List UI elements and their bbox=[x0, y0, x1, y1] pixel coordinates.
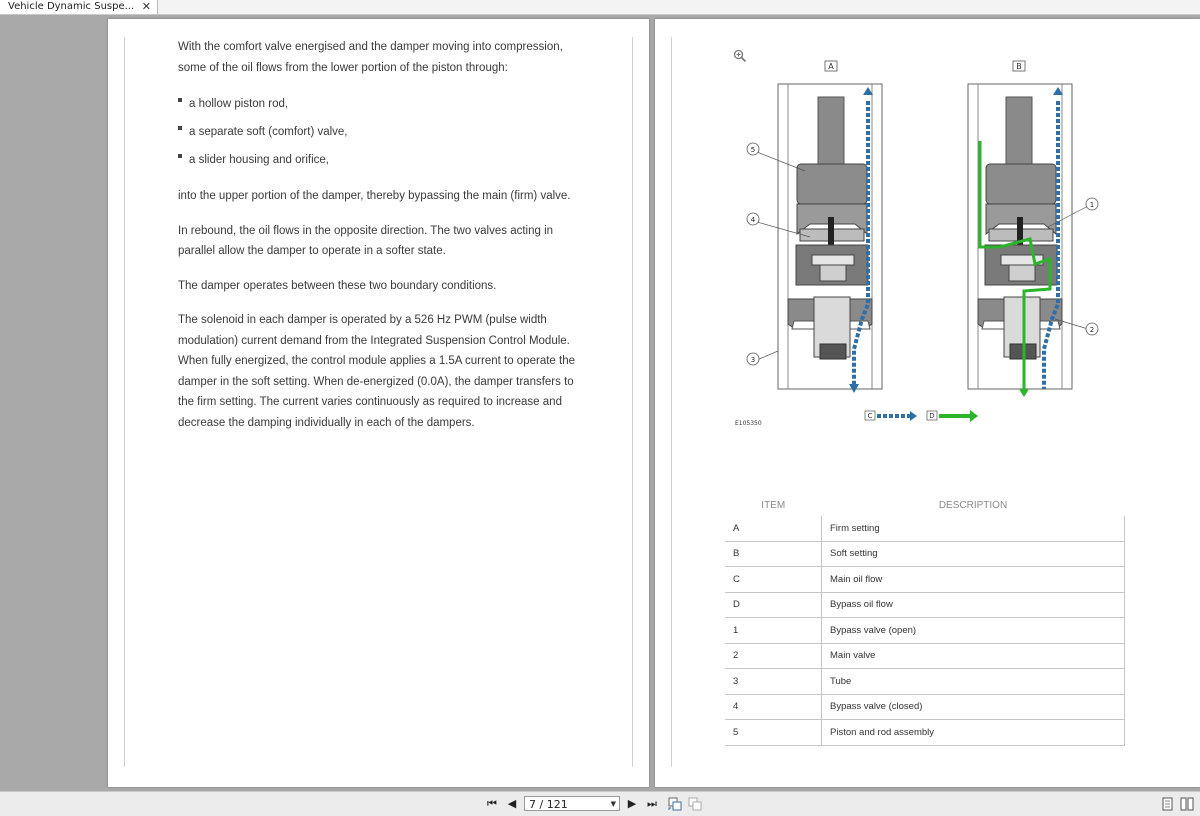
document-tab[interactable] bbox=[0, 0, 158, 14]
label-a: A bbox=[828, 62, 834, 71]
paragraph-bypass: into the upper portion of the damper, thereby bypassing the main (firm) valve. bbox=[178, 190, 571, 202]
previous-page-button[interactable]: ◀ bbox=[507, 797, 517, 810]
description-cell: Main oil flow bbox=[822, 567, 1125, 593]
item-cell: 3 bbox=[725, 669, 822, 695]
navigation-toolbar bbox=[0, 791, 1200, 816]
table-row bbox=[725, 643, 1125, 669]
item-cell: 2 bbox=[725, 643, 822, 669]
two-page-view-icon[interactable] bbox=[1180, 797, 1194, 811]
table-row bbox=[725, 592, 1125, 618]
document-page-right bbox=[655, 19, 1200, 787]
table-row bbox=[725, 669, 1125, 695]
svg-text:1: 1 bbox=[1089, 201, 1095, 209]
first-page-button[interactable]: ⏮ bbox=[487, 797, 497, 810]
table-row bbox=[725, 541, 1125, 567]
damper-diagram bbox=[730, 59, 1130, 449]
document-page-left bbox=[108, 19, 649, 787]
document-tab-title: Vehicle Dynamic Suspe... bbox=[8, 1, 135, 12]
paragraph-boundary: The damper operates between these two boundary conditions. bbox=[178, 279, 497, 292]
table-row bbox=[725, 516, 1125, 541]
legend-d: D bbox=[929, 412, 935, 420]
paragraph-rebound: In rebound, the oil flows in the opposite direction. The two valves acting in parallel allow the damper to operate in a softer state. bbox=[178, 224, 554, 257]
item-cell: C bbox=[725, 567, 822, 593]
table-row bbox=[725, 720, 1125, 746]
history-forward-icon[interactable] bbox=[688, 797, 702, 811]
table-row bbox=[725, 618, 1125, 644]
table-row bbox=[725, 567, 1125, 593]
legend-c: C bbox=[867, 412, 873, 420]
bullet-item: a separate soft (comfort) valve, bbox=[178, 118, 588, 146]
page-margin-line-right bbox=[632, 37, 633, 767]
item-cell: B bbox=[725, 541, 822, 567]
page-margin-line-left bbox=[124, 37, 125, 767]
description-cell: Soft setting bbox=[822, 541, 1125, 567]
page-body-text bbox=[178, 37, 588, 433]
svg-text:5: 5 bbox=[750, 146, 756, 154]
label-b: B bbox=[1016, 62, 1022, 71]
svg-text:3: 3 bbox=[750, 356, 756, 364]
column-header-description: DESCRIPTION bbox=[938, 499, 1008, 511]
figure-id: E105350 bbox=[735, 420, 762, 427]
last-page-button[interactable]: ⏭ bbox=[647, 797, 657, 810]
paragraph-solenoid: The solenoid in each damper is operated by a 526 Hz PWM (pulse width modulation) current demand from the Integrated Suspension Control Module. When fully energized, the control module applies a 1.5A current to operate the damper in the soft setting. When de-energized (0.0A), the damper transfers to the firm setting. The current varies continuously as required to increase and decrease the damping individually in each of the dampers. bbox=[178, 314, 575, 429]
page-number-select[interactable] bbox=[524, 796, 620, 811]
svg-text:2: 2 bbox=[1089, 326, 1095, 334]
description-cell: Main valve bbox=[822, 643, 1125, 669]
page-margin-line-left bbox=[671, 37, 672, 767]
description-cell: Tube bbox=[822, 669, 1125, 695]
item-description-table bbox=[725, 494, 1125, 746]
description-cell: Firm setting bbox=[822, 516, 1125, 541]
history-back-icon[interactable] bbox=[668, 797, 682, 811]
item-cell: D bbox=[725, 592, 822, 618]
damper-b bbox=[968, 84, 1088, 397]
bullet-item: a slider housing and orifice, bbox=[178, 146, 588, 174]
damper-a bbox=[757, 84, 882, 393]
description-cell: Bypass oil flow bbox=[822, 592, 1125, 618]
single-page-view-icon[interactable] bbox=[1162, 797, 1173, 811]
next-page-button[interactable]: ▶ bbox=[627, 797, 637, 810]
description-cell: Bypass valve (open) bbox=[822, 618, 1125, 644]
tab-bar bbox=[0, 0, 1200, 15]
tab-close-icon[interactable]: ✕ bbox=[141, 0, 151, 13]
bullet-item: a hollow piston rod, bbox=[178, 90, 588, 118]
column-header-item: ITEM bbox=[761, 499, 786, 511]
svg-text:4: 4 bbox=[750, 216, 756, 224]
paragraph-intro: With the comfort valve energised and the damper moving into compression, some of the oil flows from the lower portion of the piston through: bbox=[178, 41, 563, 74]
description-cell: Piston and rod assembly bbox=[822, 720, 1125, 746]
page-number-value: 7 / 121 bbox=[529, 798, 568, 811]
table-row bbox=[725, 694, 1125, 720]
item-cell: A bbox=[725, 516, 822, 541]
bullet-list bbox=[178, 90, 588, 174]
description-cell: Bypass valve (closed) bbox=[822, 694, 1125, 720]
item-cell: 5 bbox=[725, 720, 822, 746]
item-cell: 4 bbox=[725, 694, 822, 720]
item-cell: 1 bbox=[725, 618, 822, 644]
chevron-down-icon: ▼ bbox=[610, 800, 616, 808]
